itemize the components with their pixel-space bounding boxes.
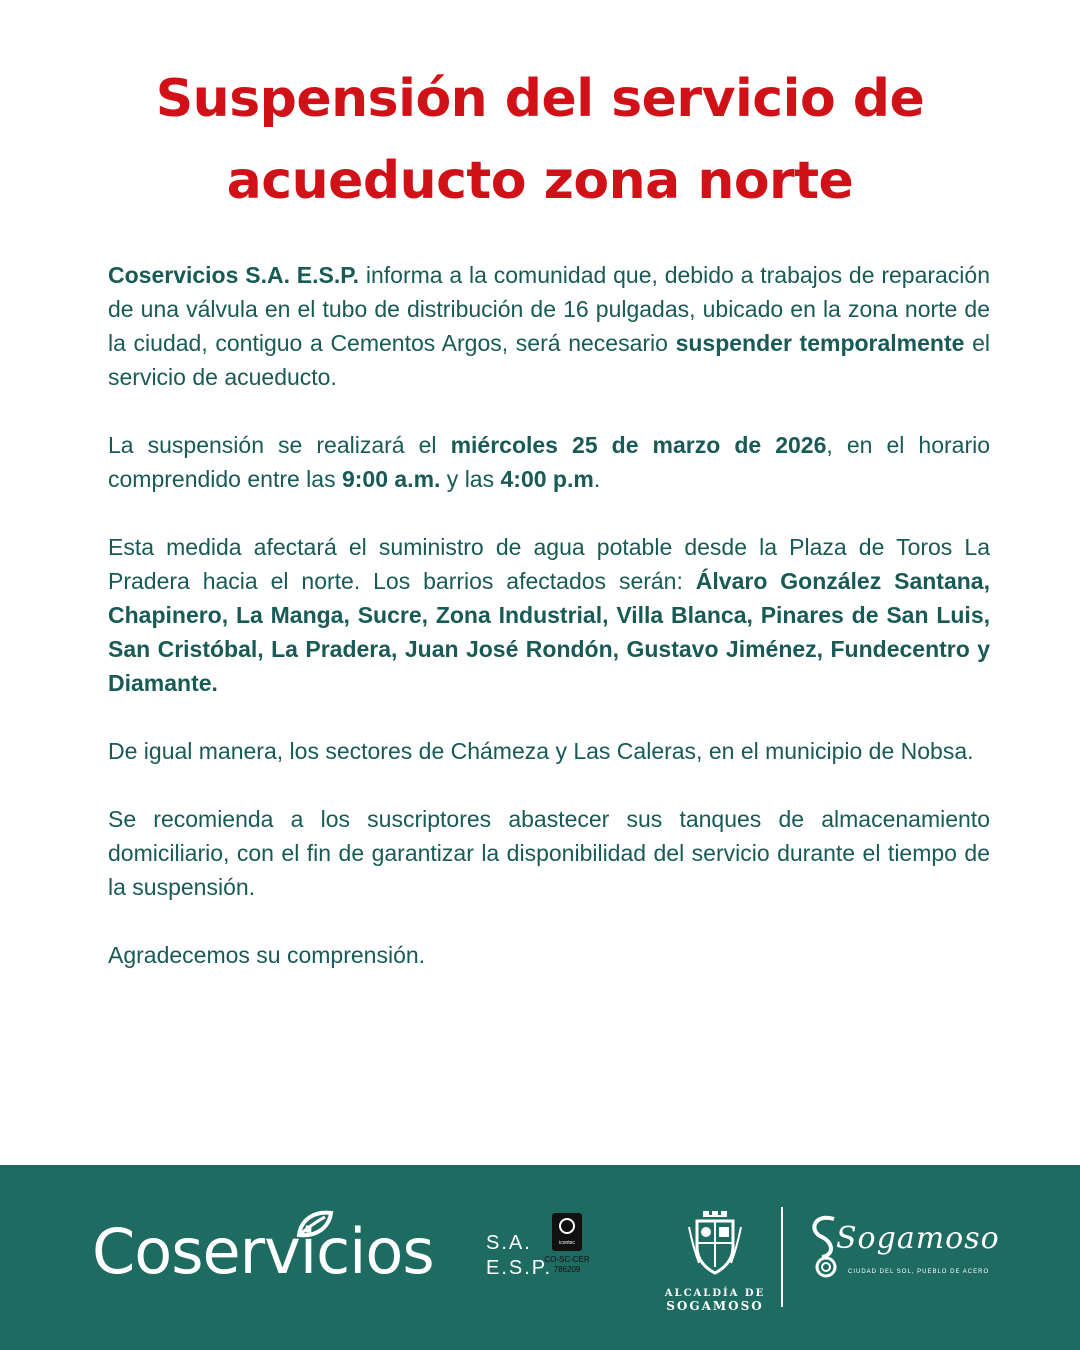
cert-code-line-1: CO-SC-CER (544, 1255, 590, 1264)
sa-label: S.A. (486, 1232, 532, 1254)
schedule-start: 9:00 a.m. (341, 466, 441, 492)
alcaldia-line-2: SOGAMOSO (666, 1299, 764, 1313)
title-line-2: acueducto zona norte (226, 151, 854, 211)
leaf-icon (295, 1209, 335, 1239)
intro-bold: suspender temporalmente (675, 330, 965, 356)
intro-text-1: informa a la comunidad que, debido a trabajos de reparación de una válvula en el tubo de distribución de 16 pulgadas, ubicado en la zona norte de la ciudad, contiguo a Cementos Argos, será necesario (108, 262, 990, 356)
coservicios-logo: Coservicios (92, 1215, 434, 1288)
paragraph-affected (108, 530, 990, 700)
certification-block (542, 1213, 592, 1275)
affected-barrios: Álvaro González Santana, Chapinero, La Manga, Sucre, Zona Industrial, Villa Blanca, Pinares de San Luis, San Cristóbal, La Pradera, Juan José Rondón, Gustavo Jiménez, Fundecentro y Diamante. (108, 568, 990, 696)
intro-text-2: el servicio de acueducto. (108, 330, 990, 390)
company-name: Coservicios S.A. E.S.P. (108, 262, 360, 288)
sogamoso-wordmark: Sogamoso (836, 1221, 1000, 1256)
schedule-text-3: y las (440, 466, 501, 492)
footer-divider (781, 1207, 783, 1307)
cert-code-line-2: 786209 (553, 1265, 581, 1274)
paragraph-schedule (108, 428, 990, 496)
paragraph-thanks: Agradecemos su comprensión. (108, 942, 426, 968)
page-title (60, 58, 1020, 222)
title-line-1: Suspensión del servicio de (155, 69, 925, 129)
affected-text: Esta medida afectará el suministro de agua potable desde la Plaza de Toros La Pradera hacia el norte. Los barrios afectados serán: (108, 534, 990, 594)
schedule-text-1: La suspensión se realizará el (108, 432, 451, 458)
schedule-end: 4:00 p.m (500, 466, 594, 492)
icontec-mark-icon (552, 1213, 582, 1251)
schedule-text-2: , en el horario comprendido entre las (108, 432, 990, 492)
schedule-text-4: . (593, 466, 601, 492)
schedule-date: miércoles 25 de marzo de 2026 (450, 432, 827, 458)
icontec-label: icontec (559, 1240, 575, 1246)
sogamoso-tagline: CIUDAD DEL SOL, PUEBLO DE ACERO (848, 1269, 990, 1275)
coat-of-arms-icon (685, 1207, 745, 1277)
footer-bar (0, 1165, 1080, 1350)
paragraph-intro (108, 258, 990, 394)
icontec-badge-icon (552, 1213, 582, 1251)
alcaldia-name (660, 1287, 770, 1313)
paragraph-nobsa: De igual manera, los sectores de Chámeza y Las Caleras, en el municipio de Nobsa. (108, 738, 974, 764)
alcaldia-line-1: ALCALDÍA DE (664, 1288, 766, 1299)
notice-body (108, 258, 990, 1006)
cert-code (542, 1255, 592, 1275)
paragraph-recommendation: Se recomienda a los suscriptores abastecer sus tanques de almacenamiento domiciliario, con el fin de garantizar la disponibilidad del servicio durante el tiempo de la suspensión. (108, 806, 990, 900)
esp-label: E.S.P. (486, 1257, 553, 1279)
alcaldia-logo (660, 1207, 770, 1313)
